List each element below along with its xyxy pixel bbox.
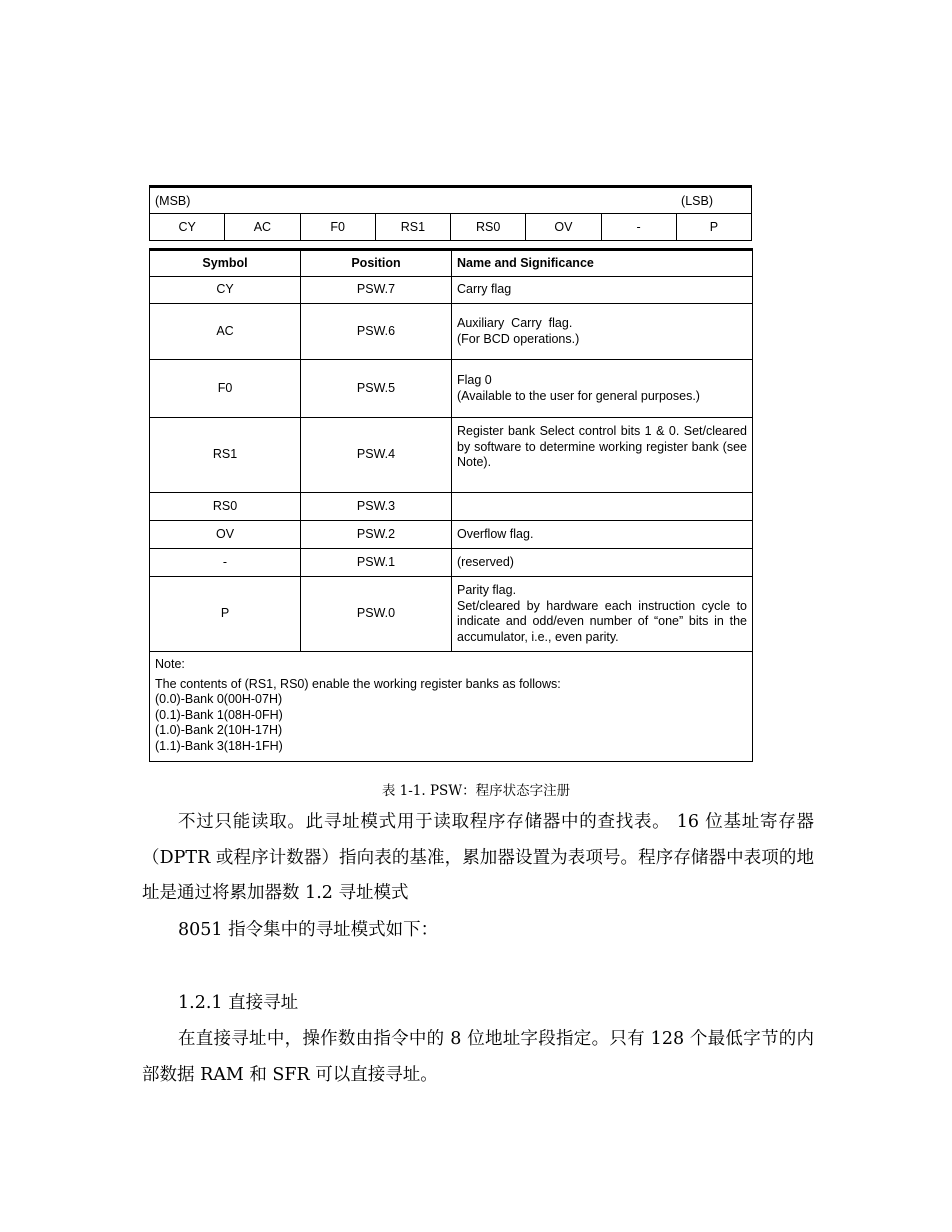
note-row — [150, 652, 753, 762]
position-cell: PSW.5 — [301, 360, 452, 418]
significance-line: Parity flag. — [457, 583, 517, 597]
table-row — [150, 304, 753, 360]
symbol-cell: RS0 — [150, 493, 301, 521]
table-row — [150, 360, 753, 418]
position-cell: PSW.3 — [301, 493, 452, 521]
significance-cell — [452, 360, 753, 418]
bit-cell: OV — [526, 214, 601, 241]
significance-cell — [452, 418, 753, 493]
bit-order-row — [150, 187, 752, 214]
symbol-cell: OV — [150, 521, 301, 549]
significance-cell — [452, 577, 753, 652]
note-bank-line: (1.0)-Bank 2(10H-17H) — [155, 723, 283, 737]
significance-line: (For BCD operations.) — [457, 331, 580, 346]
note-cell — [150, 652, 753, 762]
bit-cell: P — [676, 214, 751, 241]
position-cell: PSW.0 — [301, 577, 452, 652]
bit-cell: AC — [225, 214, 300, 241]
position-cell: PSW.6 — [301, 304, 452, 360]
note-bank-line: (0.0)-Bank 0(00H-07H) — [155, 692, 283, 706]
lsb-label: (LSB) — [681, 193, 713, 208]
table-caption: 表 1-1. PSW：程序状态字注册 — [381, 783, 571, 799]
symbol-cell: - — [150, 549, 301, 577]
symbol-cell: P — [150, 577, 301, 652]
body-paragraph: 在直接寻址中，操作数由指令中的 8 位地址字段指定。只有 128 个最低字节的内部数据 RAM 和 SFR 可以直接寻址。 — [142, 1029, 814, 1085]
symbol-cell: RS1 — [150, 418, 301, 493]
table-row — [150, 577, 753, 652]
significance-line: Flag 0 — [457, 373, 492, 387]
significance-cell — [452, 521, 753, 549]
significance-line: (reserved) — [457, 554, 514, 569]
table-row — [150, 521, 753, 549]
symbol-cell: CY — [150, 277, 301, 304]
bit-cell: RS0 — [451, 214, 526, 241]
section-heading: 1.2.1 直接寻址 — [178, 993, 299, 1013]
position-cell: PSW.1 — [301, 549, 452, 577]
significance-line: Set/cleared by hardware each instruction cycle to indicate and odd/even number of “one” bits in the accumulator, i.e., even parity. — [457, 598, 747, 644]
significance-line: (Available to the user for general purposes.) — [457, 388, 700, 403]
bit-cell: RS1 — [375, 214, 450, 241]
significance-cell — [452, 493, 753, 521]
position-header: Position — [301, 250, 452, 277]
msb-label: (MSB) — [155, 193, 191, 208]
position-cell: PSW.7 — [301, 277, 452, 304]
significance-cell — [452, 549, 753, 577]
table-row — [150, 549, 753, 577]
significance-cell — [452, 277, 753, 304]
significance-cell — [452, 304, 753, 360]
note-intro: The contents of (RS1, RS0) enable the working register banks as follows: — [155, 676, 561, 691]
bit-cell: F0 — [300, 214, 375, 241]
note-bank-line: (0.1)-Bank 1(08H-0FH) — [155, 707, 283, 722]
table-row — [150, 277, 753, 304]
position-cell: PSW.4 — [301, 418, 452, 493]
significance-line: Carry flag — [457, 282, 512, 297]
psw-description-table — [149, 248, 753, 762]
note-bank-line: (1.1)-Bank 3(18H-1FH) — [155, 738, 283, 753]
significance-line: Overflow flag. — [457, 526, 534, 541]
body-paragraph: 8051 指令集中的寻址模式如下： — [178, 920, 439, 940]
symbol-cell: AC — [150, 304, 301, 360]
bit-names-row — [150, 214, 752, 241]
note-title: Note: — [155, 657, 185, 671]
psw-bit-layout-table — [149, 185, 752, 241]
significance-line: Auxiliary Carry flag. — [457, 316, 573, 330]
bit-cell: CY — [150, 214, 225, 241]
symbol-header: Symbol — [150, 250, 301, 277]
table-header-row — [150, 250, 753, 277]
significance-line: Register bank Select control bits 1 & 0. Set/cleared by software to determine working register bank (see Note). — [457, 424, 747, 469]
body-paragraph: 不过只能读取。此寻址模式用于读取程序存储器中的查找表。 16 位基址寄存器（DPTR 或程序计数器）指向表的基准，累加器设置为表项号。程序存储器中表项的地址是通过将累加器数 1.2 寻址模式 — [142, 812, 814, 903]
bit-order-cell — [150, 187, 752, 214]
significance-header: Name and Significance — [452, 250, 753, 277]
bit-cell: - — [601, 214, 676, 241]
symbol-cell: F0 — [150, 360, 301, 418]
table-row — [150, 493, 753, 521]
position-cell: PSW.2 — [301, 521, 452, 549]
table-row — [150, 418, 753, 493]
